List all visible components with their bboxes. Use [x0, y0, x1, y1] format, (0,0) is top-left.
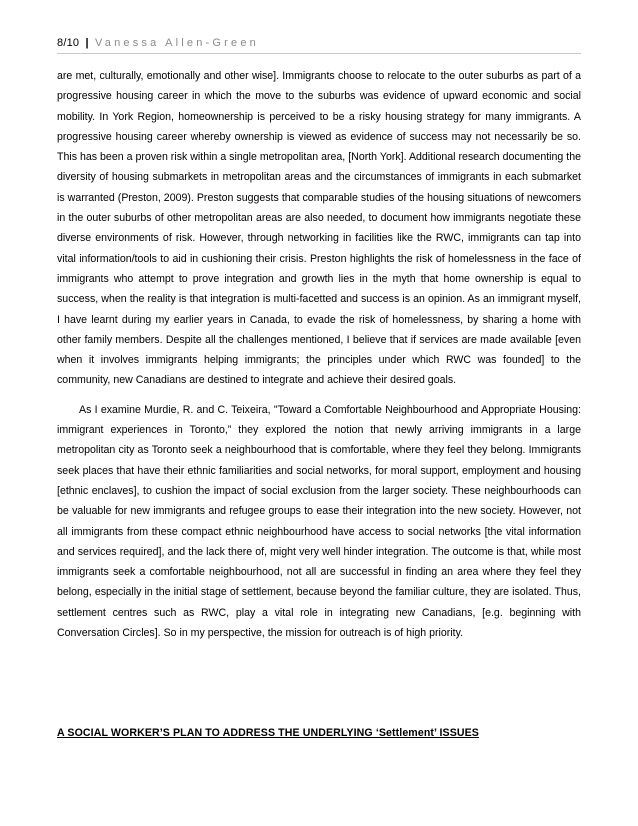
running-header: [57, 37, 259, 49]
body-text: [57, 66, 581, 643]
section-heading: A SOCIAL WORKER’S PLAN TO ADDRESS THE UNDERLYING ‘Settlement’ ISSUES: [57, 727, 479, 739]
header-divider: [57, 53, 581, 54]
header-separator: |: [85, 37, 89, 49]
page-number: 8/10: [57, 37, 80, 49]
paragraph-2: As I examine Murdie, R. and C. Teixeira, "Toward a Comfortable Neighbourhood and Appropriate Housing: immigrant experiences in Toronto,” they explored the notion that newly arriving immigrants in a large metropolitan city as Toronto seek a neighbourhood that is comfortable, where they feel they belong. Immigrants seek places that have their ethnic familiarities and social networks, for moral support, employment and housing [ethnic enclaves], to cushion the impact of social exclusion from the larger society. These neighbourhoods can be valuable for new immigrants and refugee groups to ease their integration into the new society. However, not all immigrants from these compact ethnic neighbourhood have access to social networks [the vital information and services required], and the lack there of, might very well hinder integration. The outcome is that, while most immigrants seek a comfortable neighbourhood, not all are successful in finding an area where they feel they belong, especially in the initial stage of settlement, because beyond the familiar culture, they are isolated. Thus, settlement centres such as RWC, play a vital role in integrating new Canadians, [e.g. beginning with Conversation Circles]. So in my perspective, the mission for outreach is of high priority.: [57, 403, 581, 640]
paragraph-1: are met, culturally, emotionally and other wise]. Immigrants choose to relocate to the outer suburbs as part of a progressive housing career in which the move to the suburbs was evidence of upward economic and social mobility. In York Region, homeownership is perceived to be a risky housing strategy for many immigrants. A progressive housing career whereby ownership is viewed as evidence of success may not necessarily be so. This has been a proven risk within a single metropolitan area, [North York]. Additional research documenting the diversity of housing submarkets in metropolitan areas and the circumstances of immigrants in each submarket is warranted (Preston, 2009). Preston suggests that comparable studies of the housing situations of newcomers in the outer suburbs of other metropolitan areas are also needed, to document how immigrants negotiate these diverse environments of risk. However, through networking in facilities like the RWC, immigrants can tap into vital information/tools to aid in cushioning their crisis. Preston highlights the risk of homelessness in the face of immigrants who attempt to prove integration and growth lies in the myth that home ownership is equal to success, when the reality is that integration is multi-facetted and success is an opinion. As an immigrant myself, I have learnt during my earlier years in Canada, to evade the risk of homelessness, by sharing a home with other family members. Despite all the challenges mentioned, I believe that if services are made available [even when it involves immigrants helping immigrants; the principles under which RWC was founded] to the community, new Canadians are destined to integrate and achieve their desired goals.: [57, 70, 581, 387]
header-author: Vanessa Allen-Green: [95, 37, 259, 49]
